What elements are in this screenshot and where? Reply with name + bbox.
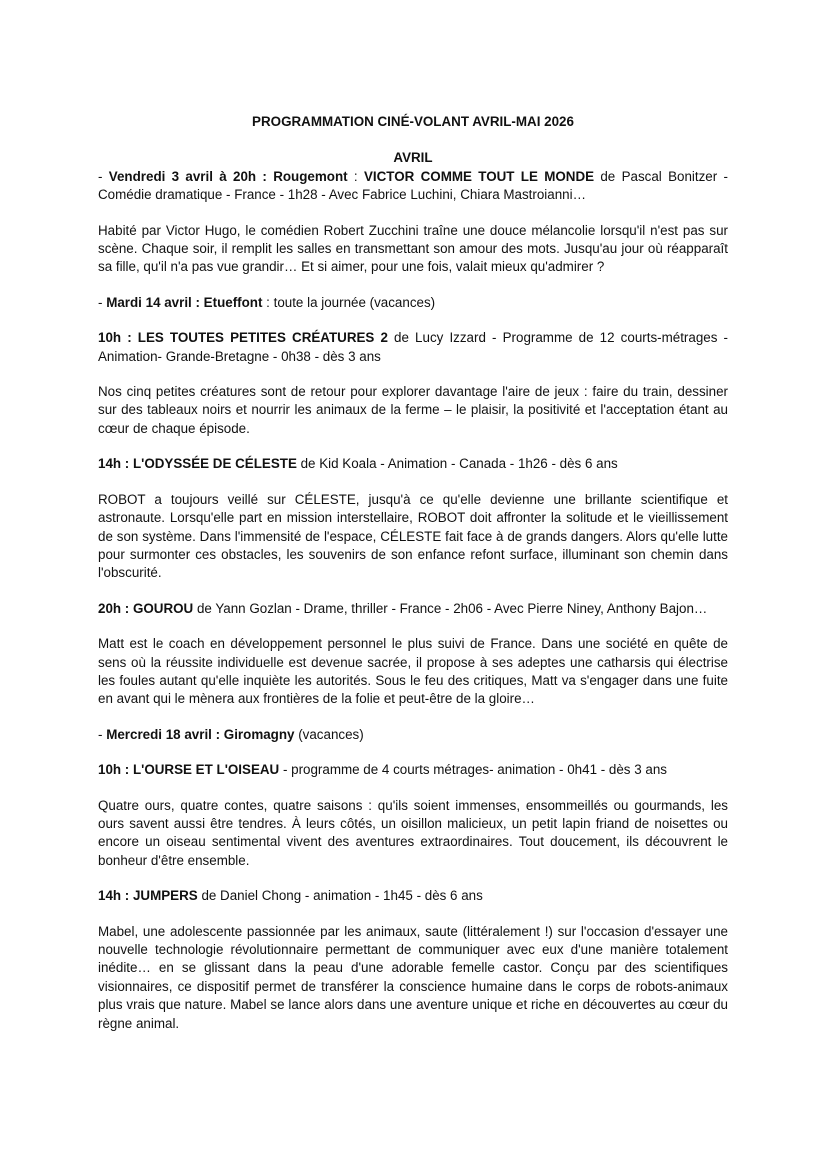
event-heading: - Vendredi 3 avril à 20h : Rougemont : VICTOR COMME TOUT LE MONDE de Pascal Bonitzer - Comédie dramatique - France - 1h28 - Avec Fabrice Luchini, Chiara Mastroianni… <box>98 168 728 203</box>
film-synopsis: Quatre ours, quatre contes, quatre saisons : qu'ils soient immenses, ensommeillés ou gourmands, les ours savent aussi être tendres. À leurs côtés, un oisillon malicieux, un petit lapin friand de noisettes ou encore un oiseau sentimental vivent des aventures extraordinaires. Tout doucement, ils découvrent le bonheur d'être ensemble. <box>98 797 728 868</box>
film-synopsis: ROBOT a toujours veillé sur CÉLESTE, jusqu'à ce qu'elle devienne une brillante scientifique et astronaute. Lorsqu'elle part en mission interstellaire, ROBOT doit affronter la solitude et le vieillissement de son système. Dans l'immensité de l'espace, CÉLESTE fait face à de grands dangers. Alors qu'elle lutte pour surmonter ces obstacles, les souvenirs de son enfance refont surface, illuminant son chemin dans l'obscurité. <box>98 491 728 581</box>
film-heading <box>98 329 728 366</box>
event-date-place: Mardi 14 avril : Etueffont <box>106 294 263 310</box>
event-date-place: Mercredi 18 avril : Giromagny <box>106 726 295 742</box>
film-title: 20h : GOUROU <box>98 600 194 616</box>
day-heading: - Mercredi 18 avril : Giromagny (vacances) <box>98 726 364 742</box>
film-heading <box>98 455 728 473</box>
month-heading: AVRIL <box>393 150 433 166</box>
document-title: PROGRAMMATION CINÉ-VOLANT AVRIL-MAI 2026 <box>252 114 574 129</box>
film-title: 14h : L'ODYSSÉE DE CÉLESTE <box>98 456 297 472</box>
film-details: de Lucy Izzard - Programme de 12 courts-métrages - Animation- Grande-Bretagne - 0h38 - dès 3 ans <box>98 330 728 364</box>
film-details: de Yann Gozlan - Drame, thriller - France - 2h06 - Avec Pierre Niney, Anthony Bajon… <box>193 600 708 616</box>
film-heading <box>98 761 728 779</box>
film-details: de Kid Koala - Animation - Canada - 1h26 - dès 6 ans <box>296 456 618 472</box>
film-details: - programme de 4 courts métrages- animation - 0h41 - dès 3 ans <box>279 762 667 778</box>
film-title: 10h : L'OURSE ET L'OISEAU <box>98 762 280 778</box>
event-date-place: Vendredi 3 avril à 20h : Rougemont <box>108 168 348 184</box>
film-heading <box>98 887 728 905</box>
film-synopsis: Nos cinq petites créatures sont de retour pour explorer davantage l'aire de jeux : faire du train, dessiner sur des tableaux noirs et nourrir les animaux de la ferme – le plaisir, la positivité et l'acceptation étant au cœur de chaque épisode. <box>98 384 728 436</box>
film-title: VICTOR COMME TOUT LE MONDE <box>363 168 595 184</box>
film-synopsis: Mabel, une adolescente passionnée par les animaux, saute (littéralement !) sur l'occasion d'essayer une nouvelle technologie révolutionnaire permettant de communiquer avec eux d'une manière totalement inédite… en se glissant dans la peau d'une adorable femelle castor. Conçu par des scientifiques visionnaires, ce dispositif permet de transférer la conscience humaine dans le corps de robots-animaux plus vrais que nature. Mabel se lance alors dans une aventure unique et riche en découvertes au cœur du règne animal. <box>98 923 728 1031</box>
film-title: 10h : LES TOUTES PETITES CRÉATURES 2 <box>98 330 388 346</box>
film-heading <box>98 600 728 618</box>
film-synopsis: Habité par Victor Hugo, le comédien Robert Zucchini traîne une douce mélancolie lorsqu'il n'est pas sur scène. Chaque soir, il remplit les salles en transmettant son amour des mots. Jusqu'au jour où réapparaît sa fille, qu'il n'a pas vue grandir… Et si aimer, pour une fois, valait mieux qu'admirer ? <box>98 222 728 275</box>
film-synopsis: Matt est le coach en développement personnel le plus suivi de France. Dans une société en quête de sens où la réussite individuelle est devenue sacrée, il propose à ses adeptes une catharsis qui électrise les foules autant qu'elle inquiète les autorités. Sous le feu des critiques, Matt va s'engager dans une fuite en avant qui le mènera aux frontières de la folie et peut-être de la gloire… <box>98 636 728 707</box>
film-details: de Pascal Bonitzer - Comédie dramatique - France - 1h28 - Avec Fabrice Luchini, Chiara Mastroianni… <box>98 168 728 203</box>
document-page <box>98 113 728 1033</box>
day-heading: - Mardi 14 avril : Etueffont : toute la journée (vacances) <box>98 294 436 310</box>
film-title: 14h : JUMPERS <box>98 888 198 904</box>
film-details: de Daniel Chong - animation - 1h45 - dès 6 ans <box>197 888 483 904</box>
